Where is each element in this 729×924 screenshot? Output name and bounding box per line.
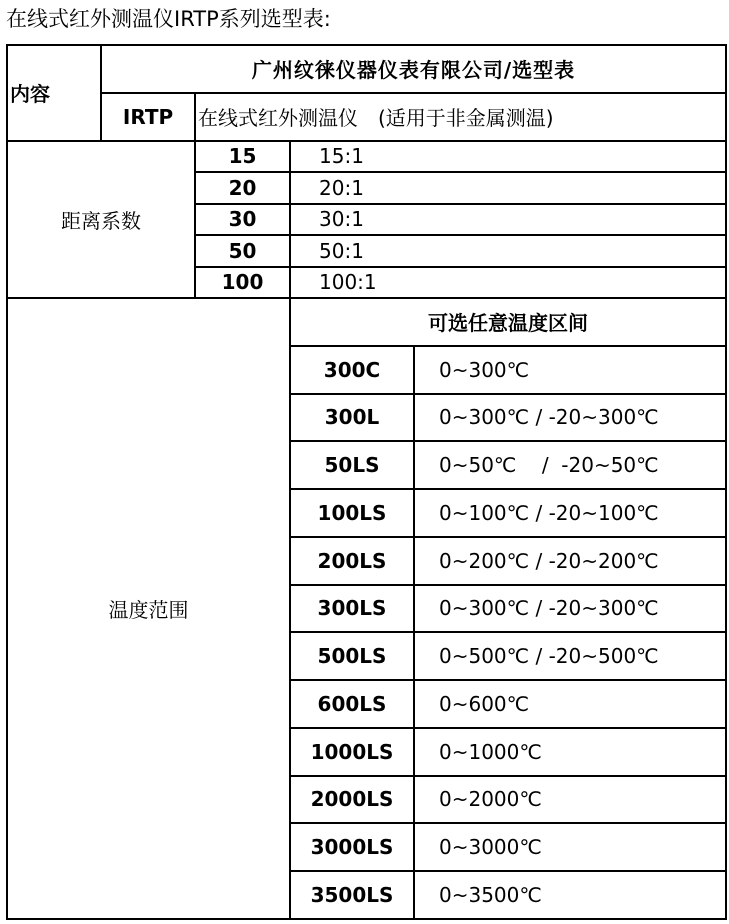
page-title: 在线式红外测温仪IRTP系列选型表:: [6, 7, 331, 31]
temperature-label: 温度范围: [7, 298, 290, 919]
temperature-code: 1000LS: [290, 728, 414, 776]
temperature-code: 600LS: [290, 680, 414, 728]
temperature-code: 300L: [290, 394, 414, 442]
distance-code: 15: [195, 141, 290, 173]
temperature-code: 100LS: [290, 489, 414, 537]
distance-value: 20:1: [290, 172, 726, 204]
temperature-range: 0~600℃: [414, 680, 726, 728]
model-desc: 在线式红外测温仪 (适用于非金属测温): [195, 93, 726, 141]
temperature-range: 0~300℃ / -20~300℃: [414, 585, 726, 633]
distance-row: [7, 141, 726, 173]
temperature-range: 0~300℃: [414, 346, 726, 394]
distance-value: 100:1: [290, 267, 726, 299]
temperature-range: 0~3000℃: [414, 823, 726, 871]
temperature-code: 300LS: [290, 585, 414, 633]
content-label: 内容: [7, 45, 101, 141]
distance-code: 30: [195, 204, 290, 236]
header-row-1: [7, 45, 726, 93]
distance-value: 50:1: [290, 235, 726, 267]
temperature-range: 0~50℃ / -20~50℃: [414, 441, 726, 489]
temperature-subheader: 可选任意温度区间: [290, 298, 726, 346]
distance-code: 100: [195, 267, 290, 299]
selection-table: [6, 44, 727, 920]
temperature-code: 2000LS: [290, 776, 414, 824]
temperature-code: 200LS: [290, 537, 414, 585]
company-title: 广州纹徕仪器仪表有限公司/选型表: [101, 45, 726, 93]
temperature-range: 0~200℃ / -20~200℃: [414, 537, 726, 585]
temperature-range: 0~500℃ / -20~500℃: [414, 632, 726, 680]
header-row-2: [7, 93, 726, 141]
distance-value: 30:1: [290, 204, 726, 236]
temperature-code: 3000LS: [290, 823, 414, 871]
temperature-code: 50LS: [290, 441, 414, 489]
model-code: IRTP: [101, 93, 195, 141]
temperature-range: 0~1000℃: [414, 728, 726, 776]
temperature-code: 500LS: [290, 632, 414, 680]
temperature-range: 0~3500℃: [414, 871, 726, 919]
distance-code: 50: [195, 235, 290, 267]
temperature-range: 0~2000℃: [414, 776, 726, 824]
temperature-code: 300C: [290, 346, 414, 394]
distance-code: 20: [195, 172, 290, 204]
temperature-code: 3500LS: [290, 871, 414, 919]
distance-label: 距离系数: [7, 141, 195, 299]
temperature-subheader-row: [7, 298, 726, 346]
temperature-range: 0~300℃ / -20~300℃: [414, 394, 726, 442]
temperature-range: 0~100℃ / -20~100℃: [414, 489, 726, 537]
distance-value: 15:1: [290, 141, 726, 173]
